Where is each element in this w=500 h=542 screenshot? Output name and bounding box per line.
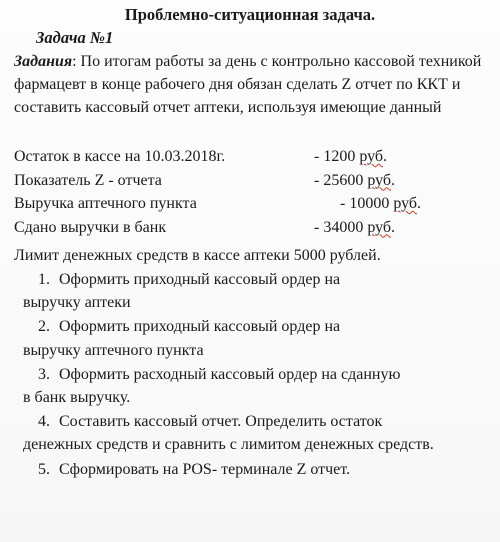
item-text: Оформить приходный кассовый ордер на: [59, 271, 341, 288]
item-text-cont: в банк выручку.: [23, 389, 131, 407]
cash-limit: Лимит денежных средств в кассе аптеки 5000 рублей.: [14, 247, 381, 264]
item-number: 2.: [38, 318, 50, 336]
item-number: 1.: [38, 271, 50, 288]
item-number: 4.: [38, 413, 50, 431]
task-number: Задача №1: [36, 28, 114, 47]
item-text: Оформить расходный кассовый ордер на сданную: [59, 365, 401, 383]
data-row-pharmacy-point: [14, 192, 494, 216]
row-label: Показатель Z - отчета: [14, 171, 162, 189]
data-row-balance: [14, 145, 494, 169]
value-tail: .: [391, 218, 396, 236]
value-unit: руб: [393, 195, 418, 212]
row-value: [314, 145, 387, 169]
list-item: [0, 410, 500, 456]
list-item: [0, 363, 500, 409]
value-unit: руб: [359, 148, 384, 165]
value-amount: - 34000: [314, 218, 368, 236]
item-text-cont: выручку аптеки: [23, 294, 131, 312]
row-label: Сдано выручки в банк: [14, 218, 167, 236]
value-unit: руб: [367, 218, 392, 236]
value-tail: .: [391, 171, 396, 189]
row-value: [314, 216, 395, 240]
item-text-cont: выручку аптечного пункта: [23, 341, 204, 359]
item-number: 5.: [38, 460, 50, 478]
item-text: Сформировать на POS- терминале Z отчет.: [59, 460, 351, 478]
page-title: Проблемно-ситуационная задача.: [124, 5, 376, 24]
value-amount: - 1200: [314, 148, 360, 165]
task-lead: Задания: [14, 53, 73, 70]
data-row-z-report: [14, 169, 494, 193]
list-item: [0, 315, 500, 361]
item-number: 3.: [38, 365, 50, 383]
item-text: Составить кассовый отчет. Определить остаток: [59, 413, 383, 431]
item-text: Оформить приходный кассовый ордер на: [59, 318, 341, 336]
row-label: Остаток в кассе на 10.03.2018г.: [14, 148, 226, 165]
row-value: [314, 169, 395, 193]
value-amount: - 25600: [314, 171, 368, 189]
task-text: : По итогам работы за день с контрольно кассовой техникой фармацевт в конце рабочего дня обязан сделать Z отчет по ККТ и составить кассовый отчет аптеки, используя имеющие данный: [14, 53, 482, 116]
list-item: [0, 268, 500, 314]
value-tail: .: [417, 195, 422, 212]
value-tail: .: [383, 148, 388, 165]
cash-data-list: [14, 145, 494, 239]
row-value: [340, 192, 421, 216]
value-unit: руб: [367, 171, 392, 189]
item-text-cont: денежных средств и сравнить с лимитом денежных средств.: [23, 436, 434, 454]
value-amount: - 10000: [340, 195, 394, 212]
data-row-bank-deposit: [14, 216, 494, 240]
assignment-list: [0, 268, 500, 482]
row-label: Выручка аптечного пункта: [14, 195, 197, 212]
list-item: [0, 458, 500, 481]
task-description: [14, 50, 492, 119]
